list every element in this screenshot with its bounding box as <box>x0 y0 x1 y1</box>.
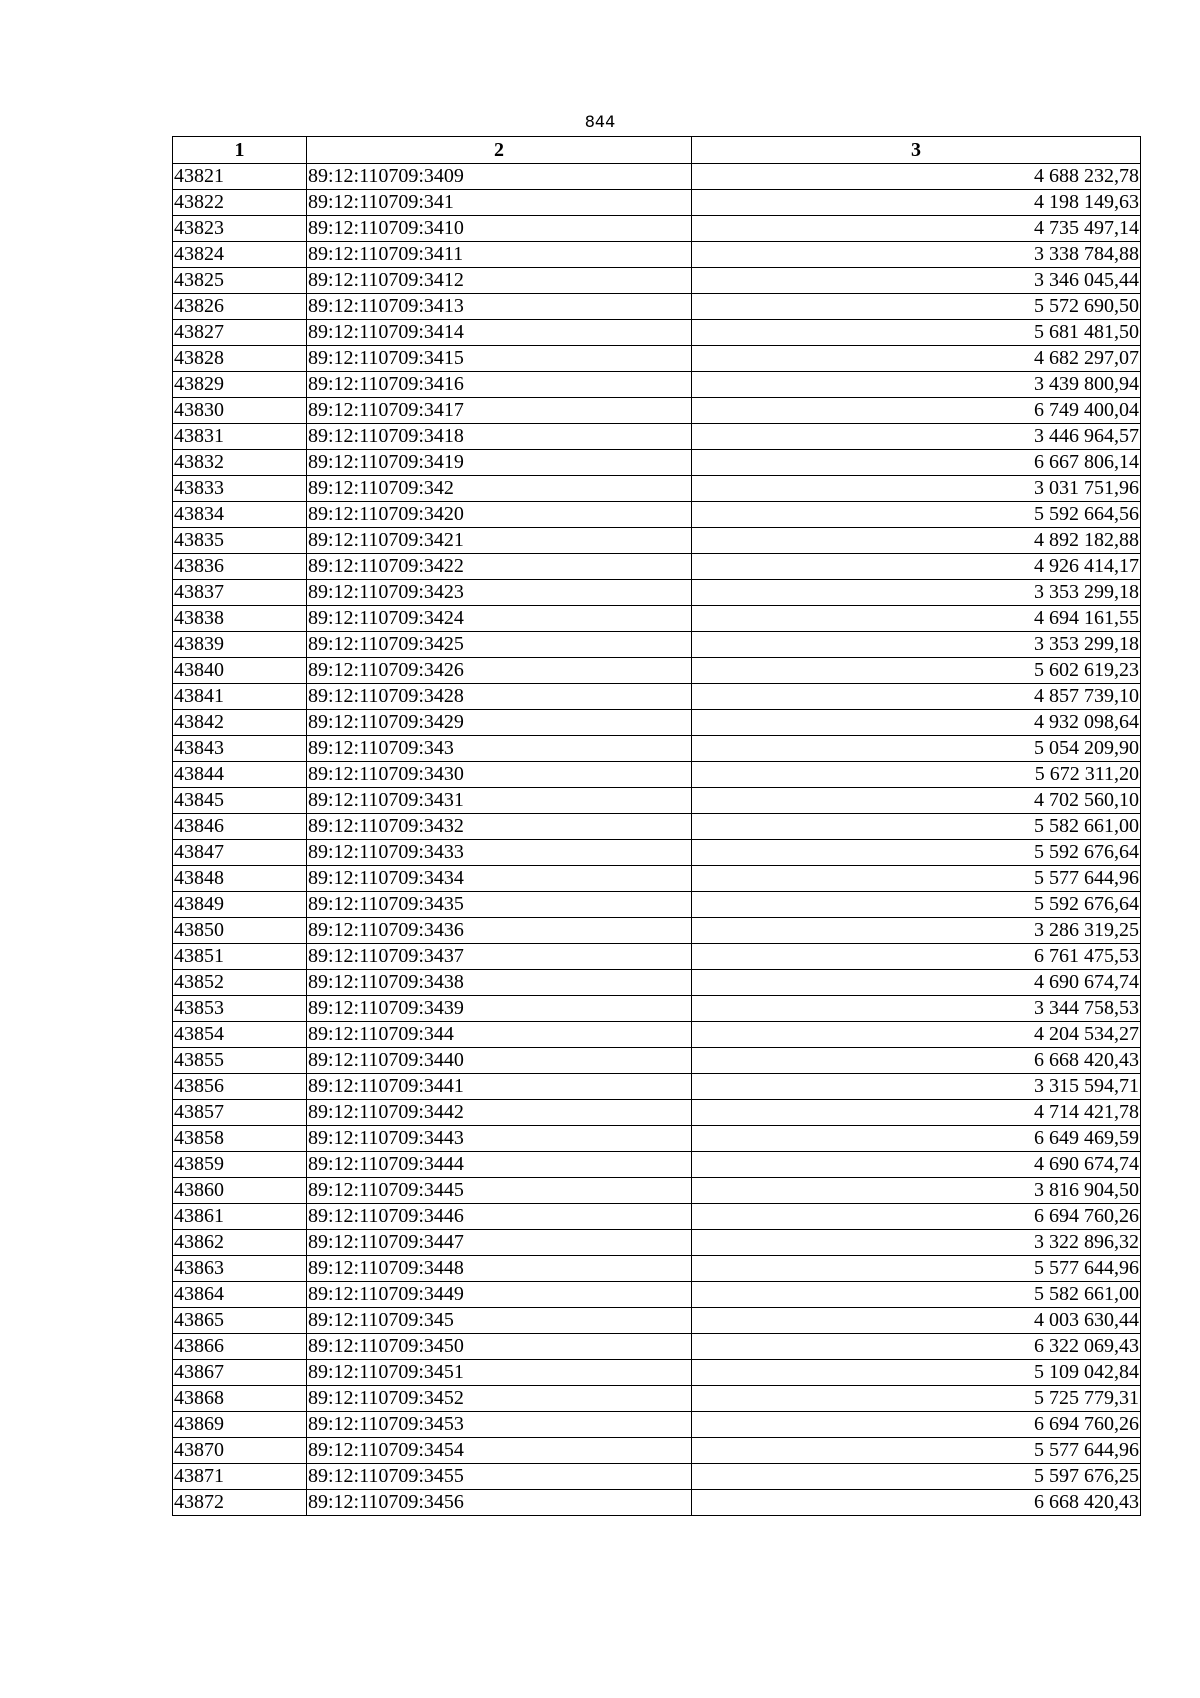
table-row <box>173 762 1141 788</box>
row-value: 3 446 964,57 <box>692 424 1141 450</box>
row-value: 5 582 661,00 <box>692 814 1141 840</box>
table-row <box>173 242 1141 268</box>
row-value: 5 577 644,96 <box>692 1438 1141 1464</box>
cadastral-number: 89:12:110709:345 <box>307 1308 692 1334</box>
table-row <box>173 788 1141 814</box>
row-number: 43872 <box>173 1490 307 1516</box>
table-row <box>173 1308 1141 1334</box>
row-value: 5 602 619,23 <box>692 658 1141 684</box>
row-number: 43821 <box>173 164 307 190</box>
row-value: 3 344 758,53 <box>692 996 1141 1022</box>
table-row <box>173 840 1141 866</box>
table-row <box>173 268 1141 294</box>
row-number: 43866 <box>173 1334 307 1360</box>
row-value: 4 735 497,14 <box>692 216 1141 242</box>
row-number: 43871 <box>173 1464 307 1490</box>
table-row <box>173 476 1141 502</box>
table-row <box>173 684 1141 710</box>
cadastral-number: 89:12:110709:3422 <box>307 554 692 580</box>
row-number: 43835 <box>173 528 307 554</box>
row-value: 6 694 760,26 <box>692 1412 1141 1438</box>
cadastral-number: 89:12:110709:3432 <box>307 814 692 840</box>
cadastral-number: 89:12:110709:3418 <box>307 424 692 450</box>
cadastral-number: 89:12:110709:3449 <box>307 1282 692 1308</box>
table-row <box>173 866 1141 892</box>
row-value: 4 892 182,88 <box>692 528 1141 554</box>
table-row <box>173 1256 1141 1282</box>
row-value: 6 668 420,43 <box>692 1490 1141 1516</box>
row-value: 4 682 297,07 <box>692 346 1141 372</box>
row-value: 3 346 045,44 <box>692 268 1141 294</box>
cadastral-number: 89:12:110709:3447 <box>307 1230 692 1256</box>
row-number: 43838 <box>173 606 307 632</box>
table-row <box>173 736 1141 762</box>
row-number: 43833 <box>173 476 307 502</box>
table-row <box>173 1360 1141 1386</box>
row-value: 5 592 664,56 <box>692 502 1141 528</box>
cadastral-number: 89:12:110709:3444 <box>307 1152 692 1178</box>
cadastral-number: 89:12:110709:3453 <box>307 1412 692 1438</box>
row-number: 43837 <box>173 580 307 606</box>
table-row <box>173 320 1141 346</box>
table-row <box>173 1100 1141 1126</box>
row-value: 4 690 674,74 <box>692 1152 1141 1178</box>
table-row <box>173 294 1141 320</box>
row-value: 4 003 630,44 <box>692 1308 1141 1334</box>
cadastral-number: 89:12:110709:3424 <box>307 606 692 632</box>
table-row <box>173 1282 1141 1308</box>
row-value: 5 592 676,64 <box>692 892 1141 918</box>
row-value: 6 322 069,43 <box>692 1334 1141 1360</box>
row-number: 43869 <box>173 1412 307 1438</box>
row-number: 43839 <box>173 632 307 658</box>
cadastral-number: 89:12:110709:342 <box>307 476 692 502</box>
table-row <box>173 1412 1141 1438</box>
row-value: 5 597 676,25 <box>692 1464 1141 1490</box>
header-col-2: 2 <box>307 137 692 164</box>
cadastral-number: 89:12:110709:3411 <box>307 242 692 268</box>
row-value: 5 054 209,90 <box>692 736 1141 762</box>
cadastral-number: 89:12:110709:3433 <box>307 840 692 866</box>
row-value: 3 286 319,25 <box>692 918 1141 944</box>
row-number: 43823 <box>173 216 307 242</box>
cadastral-number: 89:12:110709:3434 <box>307 866 692 892</box>
cadastral-number: 89:12:110709:3443 <box>307 1126 692 1152</box>
table-row <box>173 1386 1141 1412</box>
row-number: 43829 <box>173 372 307 398</box>
cadastral-number: 89:12:110709:3456 <box>307 1490 692 1516</box>
cadastral-number: 89:12:110709:3441 <box>307 1074 692 1100</box>
row-number: 43854 <box>173 1022 307 1048</box>
table-row <box>173 1074 1141 1100</box>
cadastral-number: 89:12:110709:3451 <box>307 1360 692 1386</box>
row-number: 43851 <box>173 944 307 970</box>
row-value: 4 198 149,63 <box>692 190 1141 216</box>
cadastral-number: 89:12:110709:3455 <box>307 1464 692 1490</box>
table-row <box>173 190 1141 216</box>
table-row <box>173 580 1141 606</box>
cadastral-number: 89:12:110709:3448 <box>307 1256 692 1282</box>
row-number: 43856 <box>173 1074 307 1100</box>
row-value: 5 577 644,96 <box>692 866 1141 892</box>
row-number: 43827 <box>173 320 307 346</box>
cadastral-number: 89:12:110709:3423 <box>307 580 692 606</box>
cadastral-number: 89:12:110709:3426 <box>307 658 692 684</box>
table-row <box>173 1048 1141 1074</box>
table-row <box>173 996 1141 1022</box>
row-value: 6 667 806,14 <box>692 450 1141 476</box>
row-value: 3 816 904,50 <box>692 1178 1141 1204</box>
row-value: 5 725 779,31 <box>692 1386 1141 1412</box>
table-row <box>173 528 1141 554</box>
cadastral-number: 89:12:110709:344 <box>307 1022 692 1048</box>
table-row <box>173 1152 1141 1178</box>
header-row <box>173 137 1141 164</box>
row-number: 43862 <box>173 1230 307 1256</box>
table-row <box>173 372 1141 398</box>
row-number: 43847 <box>173 840 307 866</box>
row-value: 4 714 421,78 <box>692 1100 1141 1126</box>
table-row <box>173 450 1141 476</box>
row-value: 3 338 784,88 <box>692 242 1141 268</box>
table-row <box>173 1178 1141 1204</box>
row-value: 4 932 098,64 <box>692 710 1141 736</box>
table-row <box>173 658 1141 684</box>
cadastral-number: 89:12:110709:3454 <box>307 1438 692 1464</box>
row-value: 5 577 644,96 <box>692 1256 1141 1282</box>
cadastral-number: 89:12:110709:3442 <box>307 1100 692 1126</box>
row-number: 43870 <box>173 1438 307 1464</box>
table-row <box>173 1022 1141 1048</box>
row-number: 43842 <box>173 710 307 736</box>
row-number: 43850 <box>173 918 307 944</box>
row-value: 4 690 674,74 <box>692 970 1141 996</box>
row-value: 6 761 475,53 <box>692 944 1141 970</box>
table-row <box>173 554 1141 580</box>
header-col-3: 3 <box>692 137 1141 164</box>
row-number: 43867 <box>173 1360 307 1386</box>
cadastral-number: 89:12:110709:3417 <box>307 398 692 424</box>
cadastral-number: 89:12:110709:343 <box>307 736 692 762</box>
row-number: 43865 <box>173 1308 307 1334</box>
row-number: 43861 <box>173 1204 307 1230</box>
row-value: 5 592 676,64 <box>692 840 1141 866</box>
row-value: 6 649 469,59 <box>692 1126 1141 1152</box>
row-number: 43825 <box>173 268 307 294</box>
row-number: 43845 <box>173 788 307 814</box>
table-row <box>173 944 1141 970</box>
table-row <box>173 892 1141 918</box>
row-value: 3 031 751,96 <box>692 476 1141 502</box>
row-number: 43841 <box>173 684 307 710</box>
row-value: 5 109 042,84 <box>692 1360 1141 1386</box>
row-value: 5 582 661,00 <box>692 1282 1141 1308</box>
row-value: 5 572 690,50 <box>692 294 1141 320</box>
row-value: 3 353 299,18 <box>692 632 1141 658</box>
table-row <box>173 632 1141 658</box>
cadastral-number: 89:12:110709:3413 <box>307 294 692 320</box>
row-value: 3 315 594,71 <box>692 1074 1141 1100</box>
cadastral-number: 89:12:110709:3425 <box>307 632 692 658</box>
table-row <box>173 1204 1141 1230</box>
row-value: 3 322 896,32 <box>692 1230 1141 1256</box>
row-value: 5 681 481,50 <box>692 320 1141 346</box>
row-value: 3 439 800,94 <box>692 372 1141 398</box>
row-number: 43843 <box>173 736 307 762</box>
row-number: 43855 <box>173 1048 307 1074</box>
row-number: 43834 <box>173 502 307 528</box>
cadastral-number: 89:12:110709:3420 <box>307 502 692 528</box>
table-body <box>173 164 1141 1516</box>
cadastral-number: 89:12:110709:3421 <box>307 528 692 554</box>
row-value: 4 702 560,10 <box>692 788 1141 814</box>
table-row <box>173 216 1141 242</box>
cadastral-number: 89:12:110709:3419 <box>307 450 692 476</box>
table-row <box>173 970 1141 996</box>
row-number: 43844 <box>173 762 307 788</box>
cadastral-number: 89:12:110709:3430 <box>307 762 692 788</box>
cadastral-number: 89:12:110709:3440 <box>307 1048 692 1074</box>
row-number: 43859 <box>173 1152 307 1178</box>
cadastral-number: 89:12:110709:3429 <box>307 710 692 736</box>
row-number: 43858 <box>173 1126 307 1152</box>
table-row <box>173 814 1141 840</box>
header-col-1: 1 <box>173 137 307 164</box>
row-value: 4 857 739,10 <box>692 684 1141 710</box>
cadastral-number: 89:12:110709:3445 <box>307 1178 692 1204</box>
row-value: 3 353 299,18 <box>692 580 1141 606</box>
table-row <box>173 424 1141 450</box>
row-number: 43828 <box>173 346 307 372</box>
table-row <box>173 1126 1141 1152</box>
row-value: 4 204 534,27 <box>692 1022 1141 1048</box>
row-number: 43826 <box>173 294 307 320</box>
cadastral-number: 89:12:110709:3436 <box>307 918 692 944</box>
row-number: 43831 <box>173 424 307 450</box>
table-row <box>173 164 1141 190</box>
row-value: 6 749 400,04 <box>692 398 1141 424</box>
table-row <box>173 918 1141 944</box>
table-row <box>173 502 1141 528</box>
row-number: 43868 <box>173 1386 307 1412</box>
table-row <box>173 398 1141 424</box>
cadastral-number: 89:12:110709:3428 <box>307 684 692 710</box>
row-number: 43860 <box>173 1178 307 1204</box>
row-value: 4 926 414,17 <box>692 554 1141 580</box>
table-row <box>173 606 1141 632</box>
cadastral-number: 89:12:110709:3450 <box>307 1334 692 1360</box>
cadastral-number: 89:12:110709:3414 <box>307 320 692 346</box>
cadastral-number: 89:12:110709:3452 <box>307 1386 692 1412</box>
row-value: 4 694 161,55 <box>692 606 1141 632</box>
cadastral-number: 89:12:110709:3438 <box>307 970 692 996</box>
table-row <box>173 1490 1141 1516</box>
table-row <box>173 1464 1141 1490</box>
row-number: 43836 <box>173 554 307 580</box>
cadastral-number: 89:12:110709:3431 <box>307 788 692 814</box>
row-number: 43853 <box>173 996 307 1022</box>
page-number: 844 <box>584 112 616 131</box>
row-number: 43852 <box>173 970 307 996</box>
cadastral-number: 89:12:110709:341 <box>307 190 692 216</box>
cadastral-number: 89:12:110709:3437 <box>307 944 692 970</box>
table-row <box>173 1438 1141 1464</box>
row-number: 43830 <box>173 398 307 424</box>
row-number: 43849 <box>173 892 307 918</box>
row-number: 43863 <box>173 1256 307 1282</box>
row-number: 43846 <box>173 814 307 840</box>
table-row <box>173 1334 1141 1360</box>
data-table <box>172 136 1141 1516</box>
row-number: 43840 <box>173 658 307 684</box>
row-value: 6 694 760,26 <box>692 1204 1141 1230</box>
cadastral-number: 89:12:110709:3410 <box>307 216 692 242</box>
row-number: 43832 <box>173 450 307 476</box>
table-row <box>173 1230 1141 1256</box>
row-value: 6 668 420,43 <box>692 1048 1141 1074</box>
table-row <box>173 710 1141 736</box>
cadastral-number: 89:12:110709:3409 <box>307 164 692 190</box>
row-number: 43822 <box>173 190 307 216</box>
row-number: 43857 <box>173 1100 307 1126</box>
cadastral-number: 89:12:110709:3415 <box>307 346 692 372</box>
row-number: 43848 <box>173 866 307 892</box>
row-value: 4 688 232,78 <box>692 164 1141 190</box>
cadastral-number: 89:12:110709:3416 <box>307 372 692 398</box>
cadastral-number: 89:12:110709:3412 <box>307 268 692 294</box>
table-header <box>173 137 1141 164</box>
table-row <box>173 346 1141 372</box>
row-number: 43864 <box>173 1282 307 1308</box>
cadastral-number: 89:12:110709:3439 <box>307 996 692 1022</box>
cadastral-number: 89:12:110709:3435 <box>307 892 692 918</box>
row-number: 43824 <box>173 242 307 268</box>
row-value: 5 672 311,20 <box>692 762 1141 788</box>
cadastral-number: 89:12:110709:3446 <box>307 1204 692 1230</box>
